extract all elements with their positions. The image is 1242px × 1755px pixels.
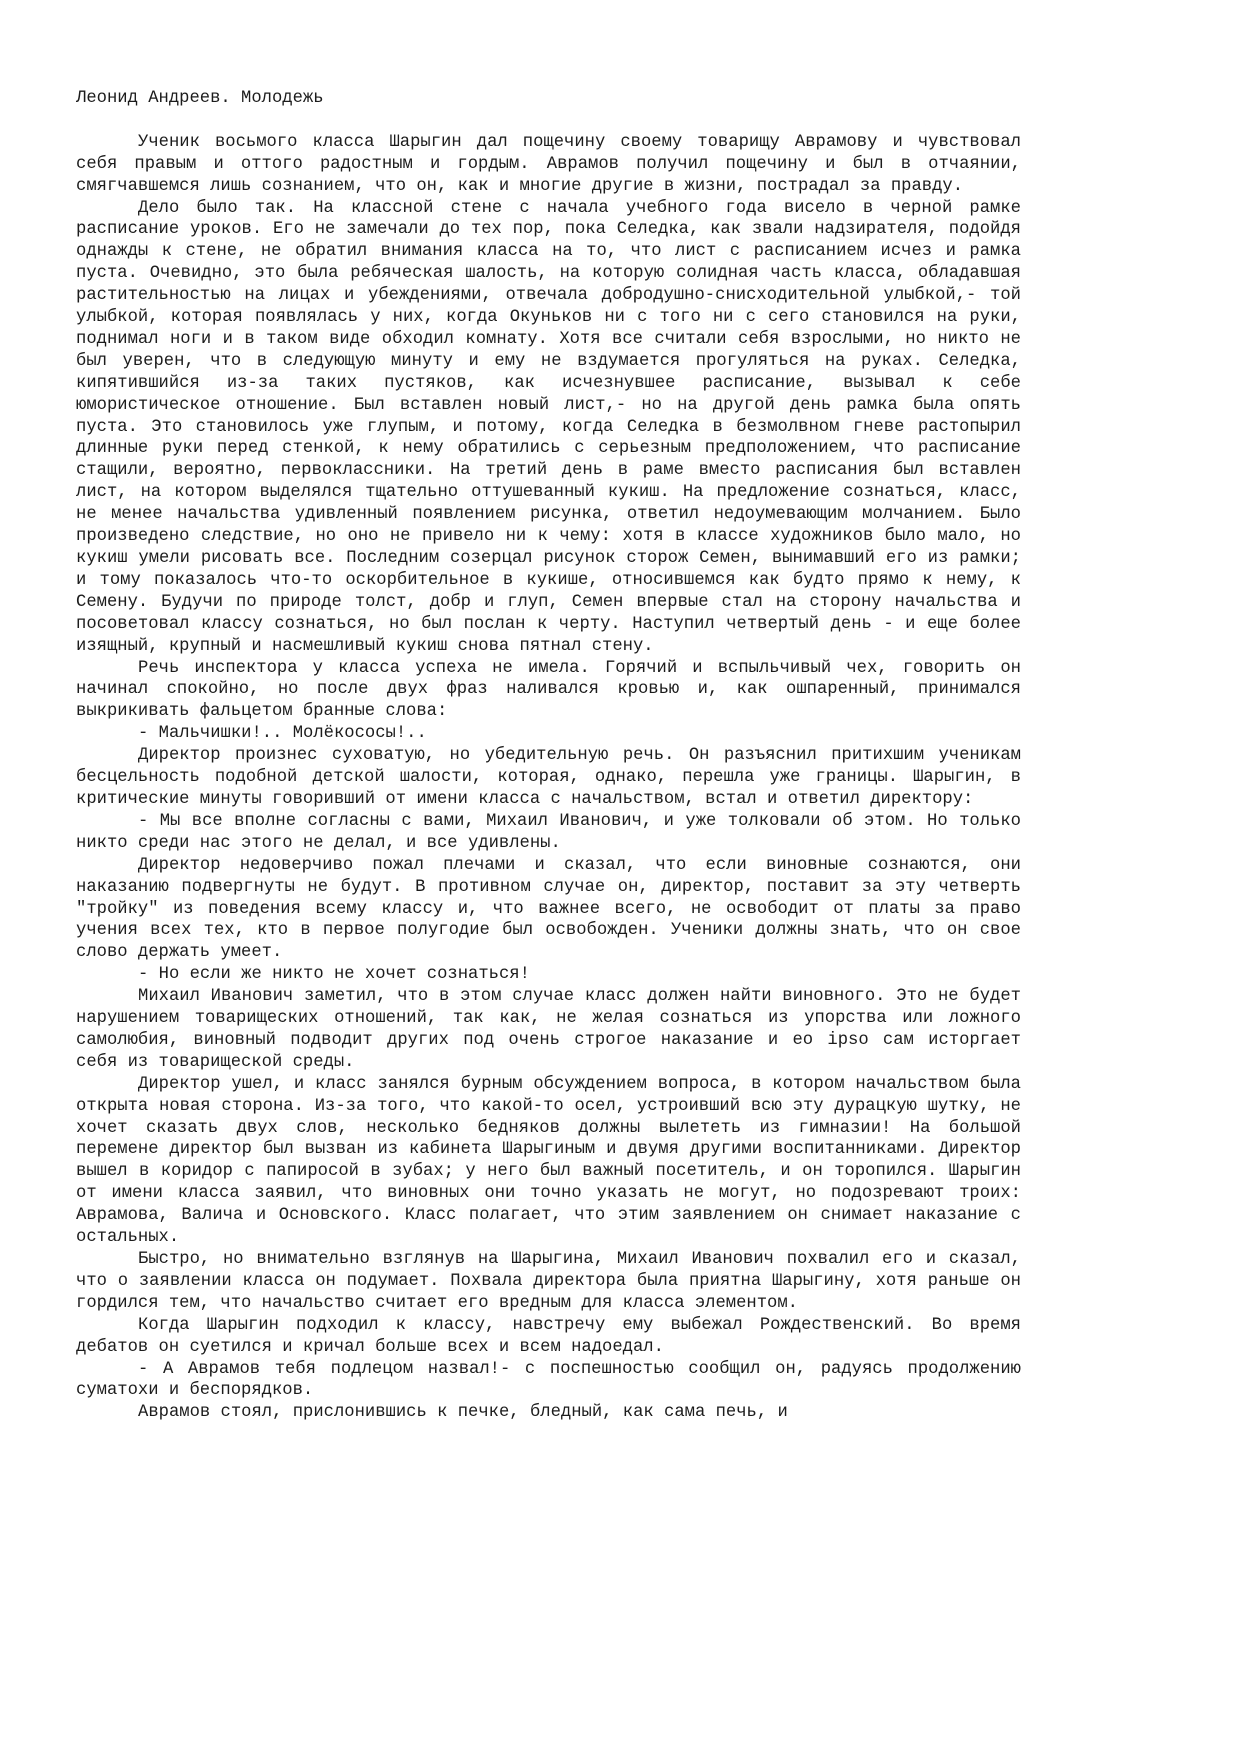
paragraph-14: Аврамов стоял, прислонившись к печке, бледный, как сама печь, и: [138, 1403, 788, 1423]
paragraph-12: Когда Шарыгин подходил к классу, навстречу ему выбежал Рождественский. Во время дебатов он суетился и кричал больше всех и всем надоедал.: [76, 1315, 1021, 1357]
paragraph-9: Михаил Иванович заметил, что в этом случае класс должен найти виновного. Это не будет нарушением товарищеских отношений, так как, не желая сознаться из упорства или ложного самолюбия, виновный подводит других под очень строгое наказание и ео ipso сам исторгает себя из товарищеской среды.: [76, 987, 1021, 1072]
paragraph-7: Директор недоверчиво пожал плечами и сказал, что если виновные сознаются, они наказанию подвергнуты не будут. В противном случае он, директор, поставит за эту четверть "тройку" из поведения всему классу и, что важнее всего, не освободит от платы за право учения всех тех, кто в первое полугодие был освобожден. Ученики должны знать, что он свое слово держать умеет.: [76, 855, 1021, 963]
paragraph-5: Директор произнес суховатую, но убедительную речь. Он разъяснил притихшим ученикам бесцельность подобной детской шалости, которая, однако, перешла уже границы. Шарыгин, в критические минуты говоривший от имени класса с начальством, встал и ответил директору:: [76, 746, 1021, 809]
document-title: Леонид Андреев. Молодежь: [76, 89, 324, 108]
paragraph-13: - А Аврамов тебя подлецом назвал!- с поспешностью сообщил он, радуясь продолжению суматохи и беспорядков.: [76, 1359, 1021, 1401]
document-page: [76, 88, 1021, 1424]
paragraph-6: - Мы все вполне согласны с вами, Михаил Иванович, и уже толковали об этом. Но только никто среди нас этого не делал, и все удивлены.: [76, 811, 1021, 853]
paragraph-8: - Но если же никто не хочет сознаться!: [138, 965, 530, 985]
paragraph-1: Ученик восьмого класса Шарыгин дал пощечину своему товарищу Аврамову и чувствовал себя правым и оттого радостным и гордым. Аврамов получил пощечину и был в отчаянии, смягчавшемся лишь сознанием, что он, как и многие другие в жизни, пострадал за правду.: [76, 132, 1021, 196]
paragraph-10: Директор ушел, и класс занялся бурным обсуждением вопроса, в котором начальством была открыта новая сторона. Из-за того, что какой-то осел, устроивший всю эту дурацкую шутку, не хочет сказать двух слов, несколько бедняков должны вылететь из гимназии! На большой перемене директор был вызван из кабинета Шарыгиным и двумя другими воспитанниками. Директор вышел в коридор с папиросой в зубах; у него был важный посетитель, и он торопился. Шарыгин от имени класса заявил, что виновных они точно указать не могут, но подозревают троих: Аврамова, Валича и Основского. Класс полагает, что этим заявлением он снимает наказание с остальных.: [76, 1074, 1021, 1248]
paragraph-3: Речь инспектора у класса успеха не имела. Горячий и вспыльчивый чех, говорить он начинал спокойно, но после двух фраз наливался кровью и, как ошпаренный, принимался выкрикивать фальцетом бранные слова:: [76, 658, 1021, 722]
paragraph-11: Быстро, но внимательно взглянув на Шарыгина, Михаил Иванович похвалил его и сказал, что о заявлении класса он подумает. Похвала директора была приятна Шарыгину, хотя раньше он гордился тем, что начальство считает его вредным для класса элементом.: [76, 1250, 1021, 1313]
paragraph-4: - Мальчишки!.. Молёкососы!..: [138, 724, 427, 744]
paragraph-2: Дело было так. На классной стене с начала учебного года висело в черной рамке расписание уроков. Его не замечали до тех пор, пока Селедка, как звали надзирателя, подойдя однажды к стене, не обратил внимания класса на то, что лист с расписанием исчез и рамка пуста. Очевидно, это была ребяческая шалость, на которую солидная часть класса, обладавшая растительностью на лицах и убеждениями, отвечала добродушно-снисходительной улыбкой,- той улыбкой, которая появлялась у них, когда Окуньков ни с того ни с сего становился на руки, поднимал ноги и в таком виде обходил комнату. Хотя все считали себя взрослыми, но никто не был уверен, что в следующую минуту и ему не вздумается прогуляться на руках. Селедка, кипятившийся из-за таких пустяков, как исчезнувшее расписание, вызывал к себе юмористическое отношение. Был вставлен новый лист,- но на другой день рамка была опять пуста. Это становилось уже глупым, и потому, когда Селедка в безмолвном гневе растопырил длинные руки перед стенкой, к нему обратились с серьезным предположением, что расписание стащили, вероятно, первоклассники. На третий день в раме вместо расписания был вставлен лист, на котором выделялся тщательно оттушеванный кукиш. На предложение сознаться, класс, не менее начальства удивленный появлением рисунка, ответил недоумевающим молчанием. Было произведено следствие, но оно не привело ни к чему: хотя в классе художников было мало, но кукиш умели рисовать все. Последним созерцал рисунок сторож Семен, вынимавший его из рамки; и тому показалось что-то оскорбительное в кукише, относившемся как будто прямо к нему, к Семену. Будучи по природе толст, добр и глуп, Семен впервые стал на сторону начальства и посоветовал классу сознаться, но был послан к черту. Наступил четвертый день - и еще более изящный, крупный и насмешливый кукиш снова пятнал стену.: [76, 198, 1021, 656]
